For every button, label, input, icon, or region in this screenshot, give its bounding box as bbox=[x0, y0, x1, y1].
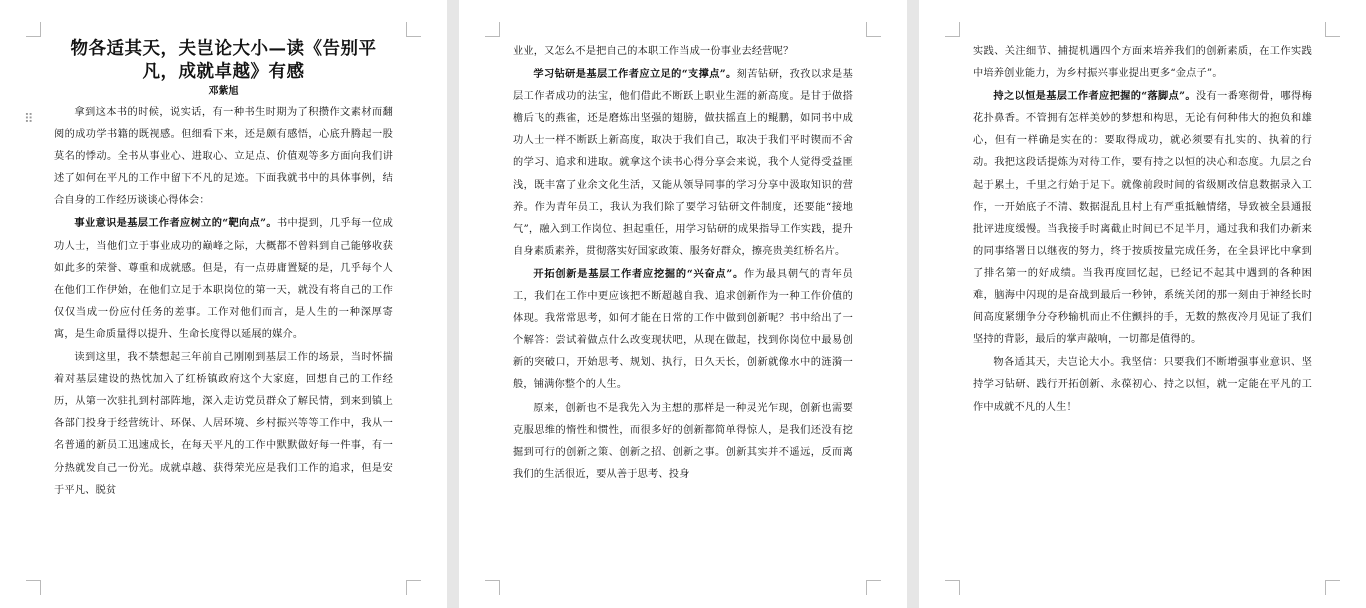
corner-mark bbox=[945, 22, 960, 37]
corner-mark bbox=[945, 580, 960, 595]
page-1[interactable] bbox=[0, 0, 447, 608]
paragraph bbox=[54, 101, 393, 212]
paragraph bbox=[513, 397, 853, 486]
paragraph bbox=[973, 351, 1312, 418]
paragraph-text: 刻苦钻研，孜孜以求是基层工作者成功的法宝，他们借此不断跃上职业生涯的新高度。是甘于做搭檐后飞的燕雀，还是磨炼出坚强的翅膀，做扶摇直上的鲲鹏，如同书中成功人士一样不断跃上新高度，取决于我们自己，取决于我们平时锲而不舍的学习、追求和进取。就拿这个读书心得分享会来说，我个人觉得受益匪浅，既丰富了业余文化生活，又能从领导同事的学习分享中汲取知识的营养。作为青年员工，我认为我们除了要学习钻研文件制度，还要能“接地气”，融入到工作岗位、担起重任，用学习钻研的成果指导工作实践，提升自身素质素养，贯彻落实好国家政策、服务好群众，擦亮贵美红桥名片。 bbox=[513, 69, 854, 257]
corner-mark bbox=[866, 580, 881, 595]
paragraph-text: 原来，创新也不是我先入为主想的那样是一种灵光乍现，创新也需要克服思维的惰性和惯性，而很多好的创新都简单得惊人，是我们还没有挖掘到可行的创新之策、创新之招、创新之事。创新其实并不遥远，反而离我们的生活很近，要从善于思考、投身 bbox=[513, 402, 853, 480]
author-name: 邓紫旭 bbox=[208, 86, 239, 97]
corner-mark bbox=[26, 22, 41, 37]
paragraph bbox=[513, 40, 853, 63]
corner-mark bbox=[1325, 580, 1340, 595]
corner-mark bbox=[485, 22, 500, 37]
paragraph-text: 没有一番寒彻骨，哪得梅花扑鼻香。不管拥有怎样美妙的梦想和构思，无论有何种伟大的抱负和雄心，但有一样确是实在的：要取得成功，就必须要有扎实的、执着的行动。我把这段话提炼为对待工作，要有持之以恒的决心和态度。九层之台起于累土，千里之行始于足下。就像前段时间的省级厕改信息数据录入工作，一开始底子不清、数据混乱且村上有严重抵触情绪，导致被全县通报批评进度缓慢。当我接手时离截止时间已不足半月，通过我和我们办新来的同事络署日以继夜的努力，终于按质按量完成任务，在全县评比中拿到了排名第一的好成绩。当我再度回忆起，已经记不起其中遇到的各种困难，脑海中闪现的是奋战到最后一秒钟，系统关闭的那一刻由于神经长时间高度紧绷争分夺秒输机而止不住颤抖的手，无数的熬夜冷月见证了我们坚持的背影，最后的掌声敲响，一切都是值得的。 bbox=[973, 91, 1312, 346]
paragraph bbox=[973, 40, 1312, 85]
paragraph-lead: 持之以恒是基层工作者应把握的“落脚点”。 bbox=[993, 90, 1196, 103]
paragraph-text: 物各适其天，夫岂论大小。我坚信：只要我们不断增强事业意识、坚持学习钻研、践行开拓创新、永葆初心、持之以恒，就一定能在平凡的工作中成就不凡的人生！ bbox=[973, 357, 1312, 413]
paragraph-text: 作为最具朝气的青年员工，我们在工作中更应该把不断超越自我、追求创新作为一种工作价值的体现。我常常思考，如何才能在日常的工作中做到创新呢？书中给出了一个解答：尝试着做点什么改变现状吧，从现在做起，找到你岗位中最易创新的突破口，开始思考、规划、执行，日久天长，创新就像水中的涟漪一般，铺满你整个的人生。 bbox=[513, 268, 854, 391]
paragraph-lead: 事业意识是基层工作者应树立的“靶向点”。 bbox=[74, 217, 277, 230]
page-2-content[interactable] bbox=[513, 40, 853, 486]
corner-mark bbox=[26, 580, 41, 595]
page-1-content[interactable] bbox=[54, 38, 393, 502]
paragraph-text: 读到这里，我不禁想起三年前自己刚刚到基层工作的场景，当时怀揣着对基层建设的热忱加入了红桥镇政府这个大家庭，回想自己的工作经历，从第一次驻扎到村部阵地，深入走访党员群众了解民情，到来到镇上各部门投身于经营统计、环保、人居环境、乡村振兴等等工作中，我从一名普通的新员工迅速成长，在每天平凡的工作中默默做好每一件事，有一分热就发自己一份光。成就卓越、获得荣光应是我们工作的追求，但是安于平凡、脱贫 bbox=[54, 352, 393, 496]
corner-mark bbox=[406, 580, 421, 595]
corner-mark bbox=[866, 22, 881, 37]
paragraph bbox=[973, 85, 1312, 351]
paragraph-text: 业业，又怎么不是把自己的本职工作当成一份事业去经营呢？ bbox=[513, 46, 794, 57]
paragraph bbox=[54, 346, 393, 502]
page-3[interactable] bbox=[919, 0, 1366, 608]
paragraph bbox=[513, 263, 853, 397]
paragraph-text: 实践、关注细节、捕捉机遇四个方面来培养我们的创新素质，在工作实践中培养创业能力，为乡村振兴事业提出更多“金点子”。 bbox=[973, 46, 1312, 80]
paragraph bbox=[513, 63, 853, 263]
corner-mark bbox=[485, 580, 500, 595]
paragraph bbox=[54, 212, 393, 346]
paragraph-lead: 学习钻研是基层工作者应立足的“支撑点”。 bbox=[533, 68, 737, 81]
document-title: 物各适其天，夫岂论大小—读《告别平凡，成就卓越》有感 bbox=[70, 39, 377, 82]
corner-mark bbox=[406, 22, 421, 37]
paragraph-lead: 开拓创新是基层工作者应挖掘的“兴奋点”。 bbox=[533, 267, 744, 280]
paragraph-drag-handle-icon[interactable]: ⠿ bbox=[24, 112, 34, 127]
corner-mark bbox=[1325, 22, 1340, 37]
paragraph-text: 拿到这本书的时候，说实话，有一种书生时期为了积攒作文素材而翻阅的成功学书籍的既视感。但细看下来，还是颇有感悟，心底升腾起一股莫名的悸动。全书从事业心、进取心、立足点、价值观等多方面向我们讲述了如何在平凡的工作中留下不凡的足迹。下面我就书中的具体事例，结合自身的工作经历谈谈心得体会： bbox=[54, 107, 393, 207]
page-2[interactable] bbox=[459, 0, 907, 608]
page-3-content[interactable] bbox=[973, 40, 1312, 419]
paragraph-text: 书中提到，几乎每一位成功人士，当他们立于事业成功的巅峰之际，大概都不曾料到自己能够收获如此多的荣誉、尊重和成就感。但是，有一点毋庸置疑的是，几乎每个人在他们工作伊始，在他们立足于本职岗位的第一天，就没有将自己的工作仅仅当成一份应付任务的差事。工作对他们而言，是人生的一种深厚寄寓，是生命质量得以提升、生命长度得以延展的媒介。 bbox=[54, 218, 393, 340]
